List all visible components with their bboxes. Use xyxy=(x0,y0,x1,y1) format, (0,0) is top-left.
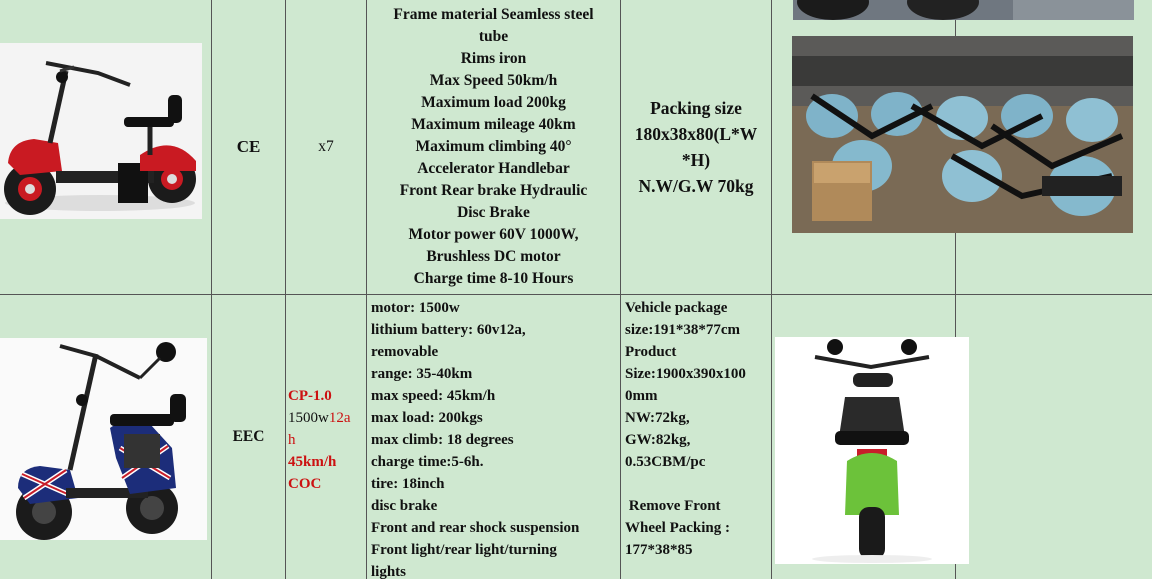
spec-line: max climb: 18 degrees xyxy=(371,432,514,448)
spec-line: tire: 18inch xyxy=(371,476,445,492)
packing-line: *H) xyxy=(681,150,711,170)
packing-line: Size:1900x390x100 xyxy=(625,366,746,382)
packing-info-eec xyxy=(621,295,771,579)
spec-line: Front Rear brake Hydraulic xyxy=(399,182,588,199)
packing-line: Wheel Packing : xyxy=(625,520,730,536)
model-power-text: 1500w xyxy=(288,410,329,426)
model-line: CP-1.0 xyxy=(288,388,332,404)
cert-ce: CE xyxy=(236,137,261,156)
warehouse-photo xyxy=(792,36,1133,233)
packing-line: Product xyxy=(625,344,677,360)
union-jack-scooter-illustration xyxy=(0,338,207,540)
spec-line: Charge time 8-10 Hours xyxy=(413,270,574,287)
packing-line: Remove Front xyxy=(625,498,721,514)
cert-eec: EEC xyxy=(232,428,265,445)
spec-line: removable xyxy=(371,344,439,360)
spec-line: Rims iron xyxy=(460,50,527,67)
spec-line: Maximum load 200kg xyxy=(421,94,566,111)
packing-line: Vehicle package xyxy=(625,300,728,316)
spec-line: disc brake xyxy=(371,498,438,514)
spec-line: Motor power 60V 1000W, xyxy=(408,226,579,243)
spec-line: Accelerator Handlebar xyxy=(417,160,570,177)
packing-line: size:191*38*77cm xyxy=(625,322,740,338)
spec-line: Frame material Seamless steel xyxy=(393,6,594,23)
spec-line: range: 35-40km xyxy=(371,366,473,382)
spec-line: Max Speed 50km/h xyxy=(429,72,558,89)
packing-line: N.W/G.W 70kg xyxy=(638,176,754,196)
spec-line: charge time:5-6h. xyxy=(371,454,484,470)
spec-line: lights xyxy=(371,564,407,579)
spec-line: lithium battery: 60v12a, xyxy=(371,322,526,338)
green-rear-scooter-illustration xyxy=(775,337,969,564)
packing-line: Packing size xyxy=(650,98,742,118)
spec-line: Front light/rear light/turning xyxy=(371,542,557,558)
spec-line: Maximum mileage 40km xyxy=(411,116,576,133)
packing-line: 0mm xyxy=(625,388,658,404)
spec-line: max speed: 45km/h xyxy=(371,388,496,404)
col-divider xyxy=(771,0,772,579)
spec-line: Maximum climbing 40° xyxy=(415,138,572,155)
spec-line: tube xyxy=(478,28,509,45)
packing-line: 177*38*85 xyxy=(625,542,693,558)
spec-line: motor: 1500w xyxy=(371,300,460,316)
quantity: x7 xyxy=(318,138,334,155)
model-battery-text: 12a xyxy=(328,410,351,426)
spec-line: Disc Brake xyxy=(457,204,530,221)
red-scooter-photo xyxy=(0,43,202,219)
model-info xyxy=(288,385,364,495)
packing-line: 0.53CBM/pc xyxy=(625,454,706,470)
spec-list-eec xyxy=(367,295,620,579)
packing-spacer xyxy=(625,473,771,495)
spec-line: Brushless DC motor xyxy=(426,248,561,265)
packing-line: 180x38x80(L*W xyxy=(634,124,758,144)
packing-info-ce xyxy=(621,0,771,294)
packing-line: GW:82kg, xyxy=(625,432,691,448)
packing-line: NW:72kg, xyxy=(625,410,690,426)
green-rear-scooter-photo xyxy=(775,337,969,564)
red-scooter-illustration xyxy=(0,43,202,219)
model-line: 45km/h xyxy=(288,454,337,470)
spec-line: max load: 200kgs xyxy=(371,410,483,426)
model-line: h xyxy=(288,432,296,448)
model-line: COC xyxy=(288,476,322,492)
tire-photo-partial xyxy=(793,0,1134,20)
union-jack-scooter-photo xyxy=(0,338,207,540)
spec-line: Front and rear shock suspension xyxy=(371,520,580,536)
model-line-power xyxy=(288,407,364,429)
spec-list-ce xyxy=(367,0,620,294)
